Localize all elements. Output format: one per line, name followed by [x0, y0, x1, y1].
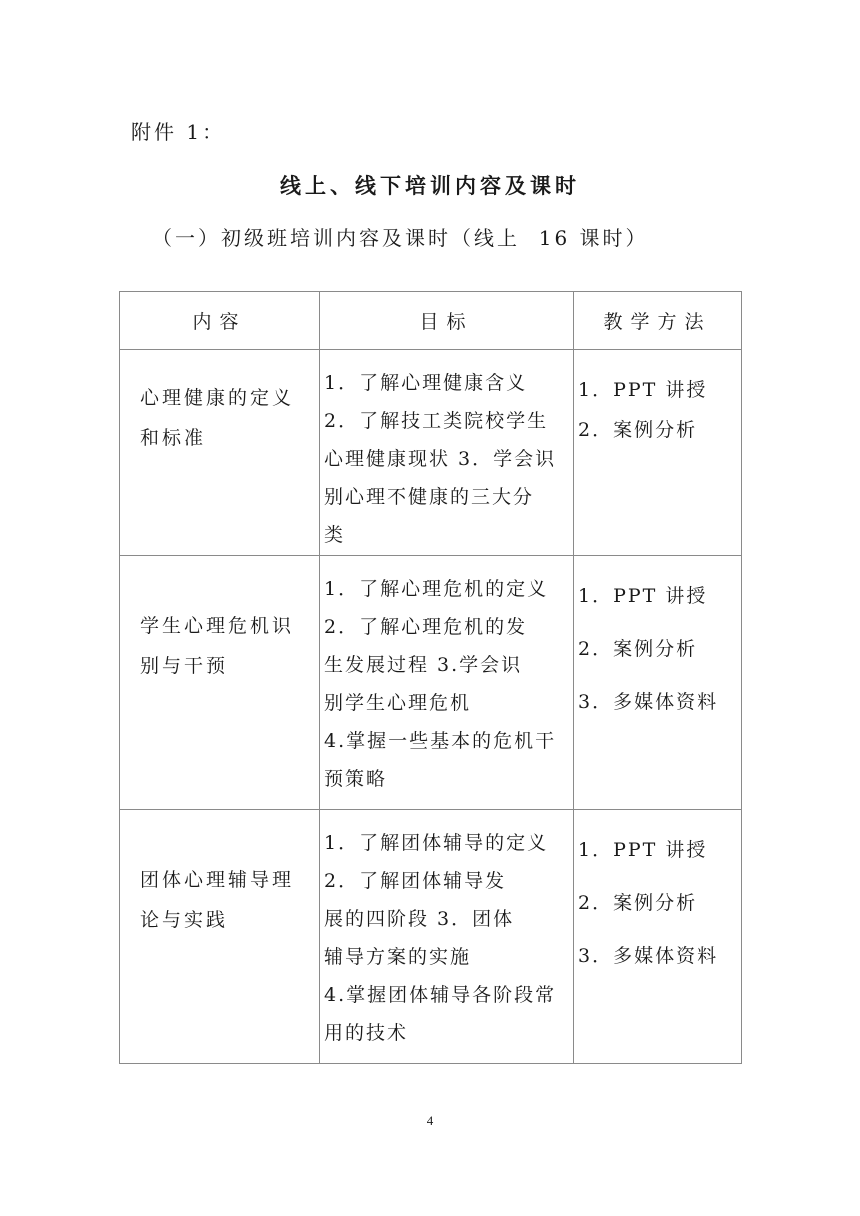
- page-number: 4: [426, 1113, 434, 1128]
- goal-cell: [320, 350, 574, 556]
- topic-cell: 心理健康的定义和标准: [120, 350, 320, 556]
- section-subtitle: （一）初级班培训内容及课时（线上 16 课时）: [152, 226, 649, 250]
- topic-cell: 学生心理危机识别与干预: [120, 556, 320, 810]
- goal-line: 2．了解团体辅导发: [324, 870, 507, 892]
- goal-line: 用的技术: [324, 1022, 409, 1044]
- method-line: 2．案例分析: [578, 419, 698, 441]
- goal-line: 4.掌握一些基本的危机干: [324, 730, 557, 752]
- goal-line: 4.掌握团体辅导各阶段常: [324, 984, 557, 1006]
- header-goal: 目标: [320, 292, 574, 350]
- goal-line: 类: [324, 524, 346, 546]
- training-table: [119, 291, 742, 1064]
- header-content: 内容: [120, 292, 320, 350]
- goal-line: 生发展过程 3.学会识: [324, 654, 523, 676]
- goal-line: 辅导方案的实施: [324, 946, 472, 968]
- document-title: 线上、线下培训内容及课时: [280, 173, 580, 198]
- method-line: 2．案例分析: [578, 892, 698, 914]
- goal-line: 心理健康现状 3．学会识: [324, 448, 557, 470]
- table-row: [120, 350, 742, 556]
- method-line: 1．PPT 讲授: [578, 379, 708, 401]
- goal-line: 预策略: [324, 768, 388, 790]
- goal-line: 1．了解心理危机的定义: [324, 578, 549, 600]
- method-line: 2．案例分析: [578, 638, 698, 660]
- goal-line: 1．了解团体辅导的定义: [324, 832, 549, 854]
- table-row: [120, 810, 742, 1064]
- goal-line: 2．了解技工类院校学生: [324, 410, 549, 432]
- method-line: 1．PPT 讲授: [578, 839, 708, 861]
- table-header-row: [120, 292, 742, 350]
- goal-cell: [320, 810, 574, 1064]
- table-row: [120, 556, 742, 810]
- method-cell: [574, 556, 742, 810]
- goal-cell: [320, 556, 574, 810]
- method-line: 3．多媒体资料: [578, 945, 719, 967]
- method-line: 1．PPT 讲授: [578, 585, 708, 607]
- goal-line: 别学生心理危机: [324, 692, 472, 714]
- goal-line: 展的四阶段 3．团体: [324, 908, 515, 930]
- method-cell: [574, 350, 742, 556]
- method-line: 3．多媒体资料: [578, 691, 719, 713]
- topic-cell: 团体心理辅导理论与实践: [120, 810, 320, 1064]
- goal-line: 1．了解心理健康含义: [324, 372, 528, 394]
- method-cell: [574, 810, 742, 1064]
- goal-line: 别心理不健康的三大分: [324, 486, 535, 508]
- goal-line: 2．了解心理危机的发: [324, 616, 528, 638]
- attachment-label: 附件 1：: [131, 120, 226, 144]
- header-method: 教学方法: [574, 292, 742, 350]
